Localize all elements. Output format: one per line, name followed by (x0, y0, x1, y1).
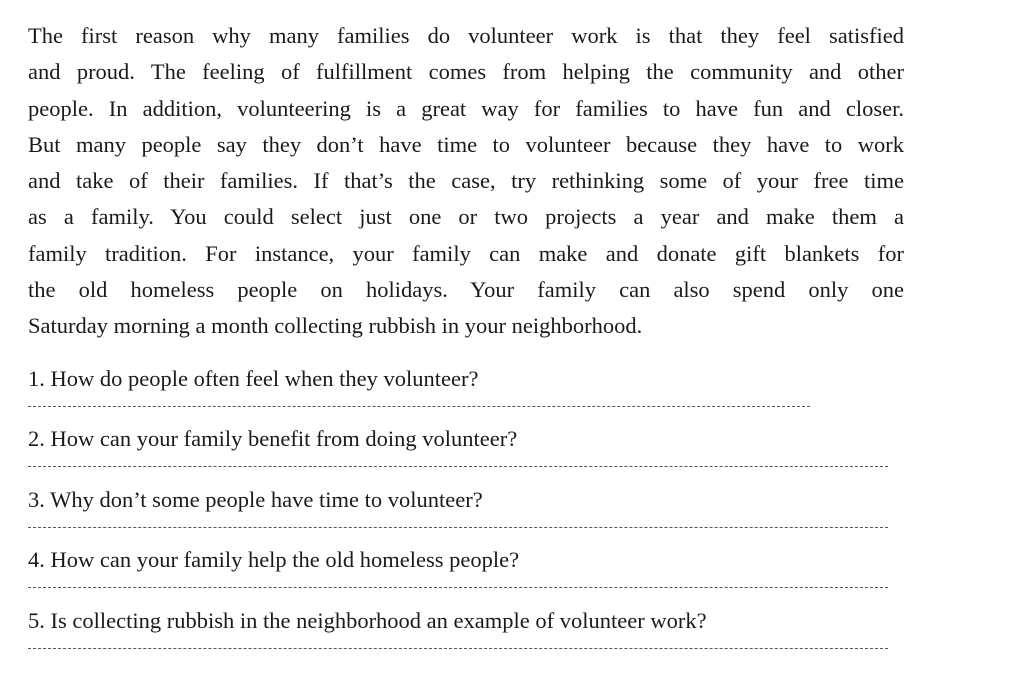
answer-line-4[interactable] (28, 587, 888, 588)
passage-line: Saturday morning a month collecting rubbish in your neighborhood. (28, 313, 643, 339)
passage-line: and proud. The feeling of fulfillment comes from helping the community and other (28, 59, 904, 85)
answer-line-1[interactable] (28, 406, 810, 407)
question-text: 4. How can your family help the old homeless people? (28, 547, 520, 573)
answer-line-5[interactable] (28, 648, 888, 649)
question-item-4 (28, 546, 904, 607)
passage-line: The first reason why many families do volunteer work is that they feel satisfied (28, 23, 904, 48)
worksheet-page (28, 18, 904, 667)
question-text: 2. How can your family benefit from doing volunteer? (28, 426, 518, 452)
question-item-5 (28, 607, 904, 668)
passage-line: as a family. You could select just one or two projects a year and make them a (28, 204, 904, 230)
question-item-3 (28, 486, 904, 547)
passage-line: people. In addition, volunteering is a great way for families to have fun and closer. (28, 95, 904, 121)
answer-line-3[interactable] (28, 527, 888, 528)
question-item-2 (28, 425, 904, 486)
question-list (28, 365, 904, 668)
passage-line: But many people say they don’t have time to volunteer because they have to work (28, 131, 904, 157)
passage-line: the old homeless people on holidays. Your family can also spend only one (28, 277, 904, 303)
reading-passage (28, 18, 904, 345)
question-item-1 (28, 365, 904, 426)
question-text: 5. Is collecting rubbish in the neighborhood an example of volunteer work? (28, 607, 707, 633)
answer-line-2[interactable] (28, 466, 888, 467)
passage-line: family tradition. For instance, your family can make and donate gift blankets for (28, 240, 904, 266)
question-text: 1. How do people often feel when they volunteer? (28, 365, 479, 391)
passage-line: and take of their families. If that’s the case, try rethinking some of your free time (28, 168, 904, 194)
question-text: 3. Why don’t some people have time to volunteer? (28, 486, 483, 512)
